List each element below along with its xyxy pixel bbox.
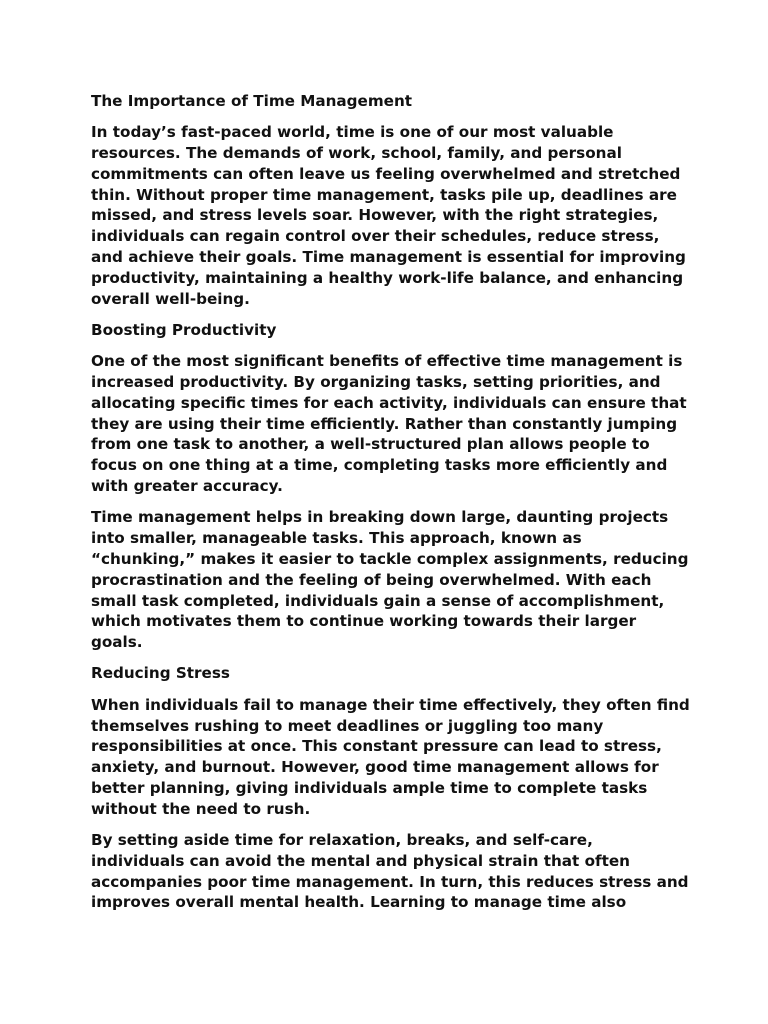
document-title: The Importance of Time Management [91,92,413,110]
document-body [91,91,691,924]
intro-paragraph: In today’s fast-paced world, time is one of our most valuable resources. The demands of work, school, family, and personal commitments can often leave us feeling overwhelmed and stretched thin. Without proper time management, tasks pile up, deadlines are missed, and stress levels soar. However, with the right strategies, individuals can regain control over their schedules, reduce stress, and achieve their goals. Time management is essential for improving productivity, maintaining a healthy work-life balance, and enhancing overall well-being. [91,123,686,308]
stress-paragraph-2: By setting aside time for relaxation, breaks, and self-care, individuals can avoid the mental and physical strain that often accompanies poor time management. In turn, this reduces stress and improves overall mental health. Learning to manage time also [91,831,689,912]
section-heading-stress: Reducing Stress [91,664,230,683]
stress-paragraph-1: When individuals fail to manage their time effectively, they often find themselves rushing to meet deadlines or juggling too many responsibilities at once. This constant pressure can lead to stress, anxiety, and burnout. However, good time management allows for better planning, giving individuals ample time to complete tasks without the need to rush. [91,695,690,818]
productivity-paragraph-1: One of the most significant benefits of effective time management is increased productivity. By organizing tasks, setting priorities, and allocating specific times for each activity, individuals can ensure that they are using their time efficiently. Rather than constantly jumping from one task to another, a well-structured plan allows people to focus on one thing at a time, completing tasks more efficiently and with greater accuracy. [91,352,687,496]
section-heading-productivity: Boosting Productivity [91,320,277,339]
productivity-paragraph-2: Time management helps in breaking down large, daunting projects into smaller, manageable tasks. This approach, known as “chunking,” makes it easier to tackle complex assignments, reducing procrastination and the feeling of being overwhelmed. With each small task completed, individuals gain a sense of accomplishment, which motivates them to continue working towards their larger goals. [91,508,689,652]
